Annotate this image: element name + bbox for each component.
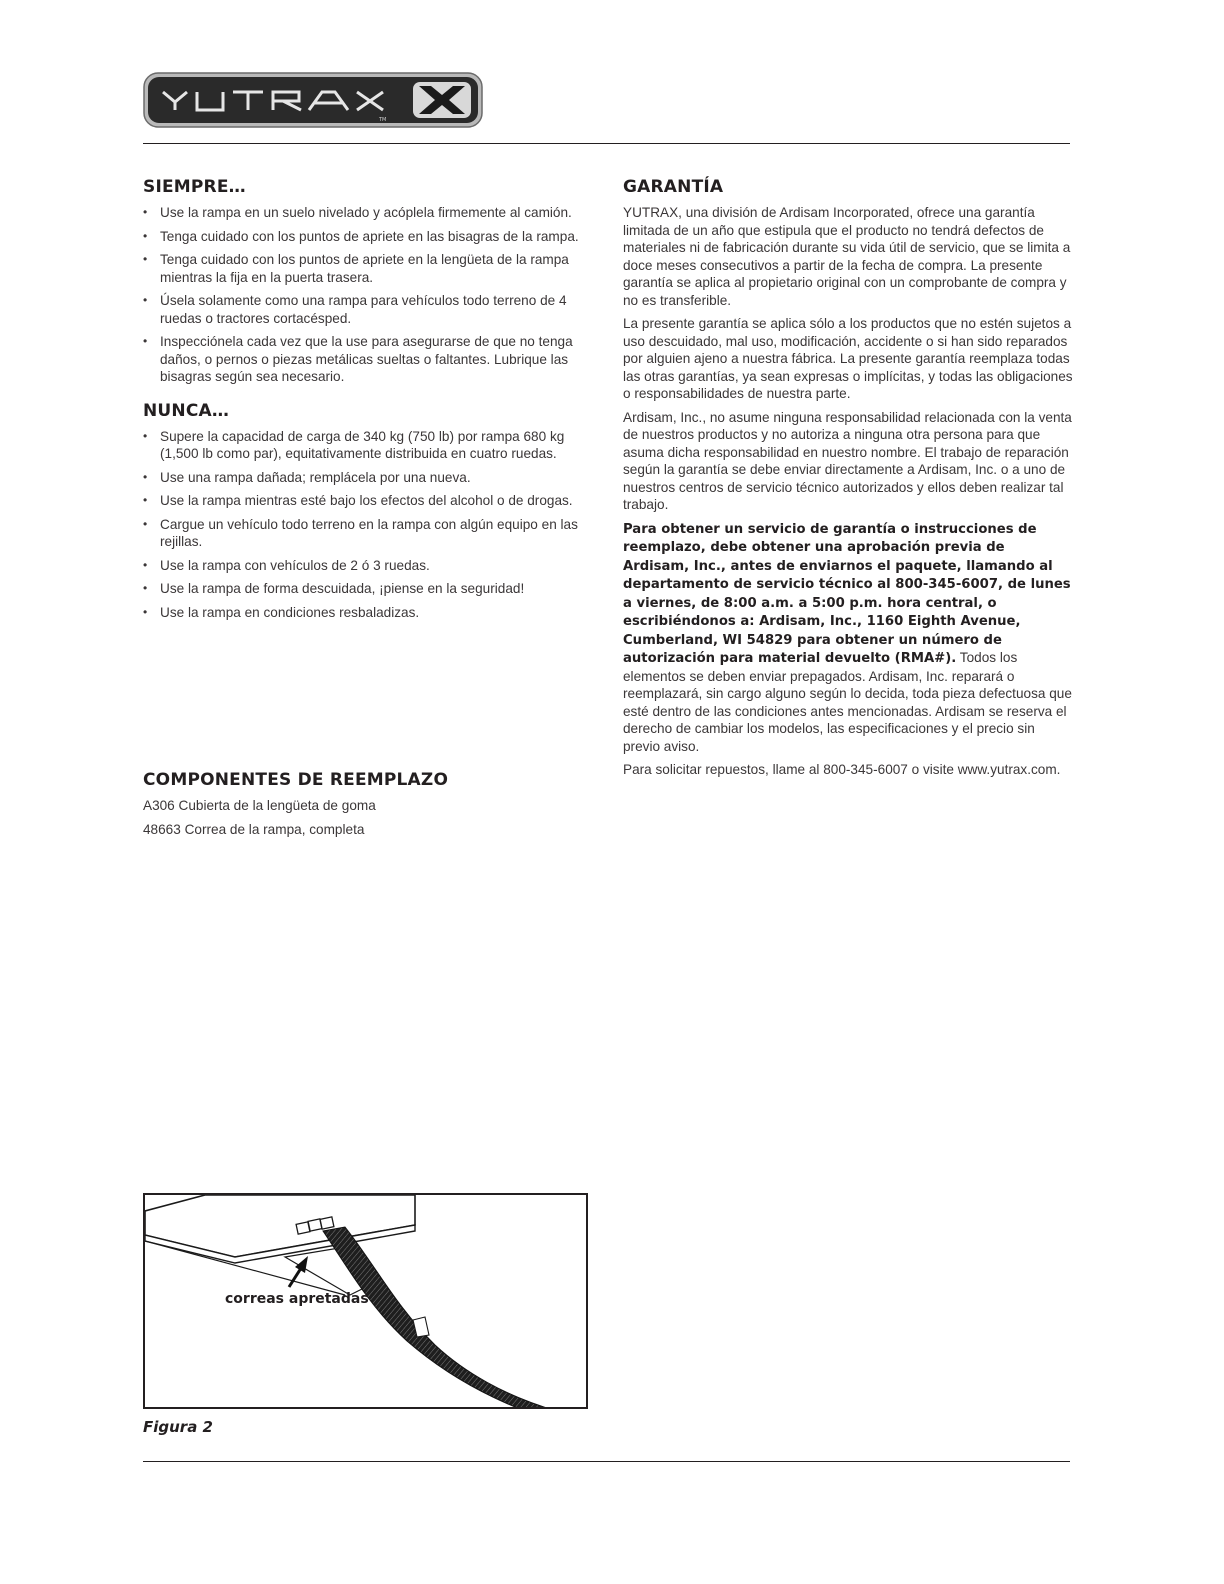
siempre-list — [143, 204, 593, 386]
parts-order-paragraph: Para solicitar repuestos, llame al 800-345-6007 o visite www.yutrax.com. — [623, 762, 1061, 777]
list-item: • Use la rampa mientras esté bajo los efectos del alcohol o de drogas. — [143, 492, 593, 510]
contact-instructions-rest: Todos los elementos se deben enviar prepagados. Ardisam, Inc. reparará o reemplazará, sin cargo alguno según lo decida, toda pieza defectuosa que esté dentro de las condiciones antes mencionadas. Ardisam se reserva el derecho de cambiar los modelos, las especificaciones y el precio sin previo aviso. — [623, 650, 1072, 754]
list-item: • Use la rampa en un suelo nivelado y acóplela firmemente al camión. — [143, 204, 593, 222]
trademark-mark: TM — [379, 117, 387, 123]
bottom-divider — [143, 1461, 1070, 1462]
list-item: • Inspecciónela cada vez que la use para asegurarse de que no tenga daños, o pernos o piezas metálicas sueltas o faltantes. Lubrique las bisagras según sea necesario. — [143, 333, 593, 386]
nunca-heading: NUNCA… — [143, 400, 230, 421]
list-item: • Úsela solamente como una rampa para vehículos todo terreno de 4 ruedas o tractores cortacésped. — [143, 292, 593, 327]
siempre-heading: SIEMPRE… — [143, 177, 246, 197]
garantia-section — [623, 176, 1073, 785]
componentes-heading: COMPONENTES DE REEMPLAZO — [143, 770, 449, 790]
garantia-paragraph: La presente garantía se aplica sólo a los productos que no estén sujetos a uso descuidado, mal uso, modificación, accidente o si han sido reparados por alguien ajeno a nuestra fábrica. La presente garantía reemplaza todas las otras garantías, ya sean expresas o implícitas, y todas las obligaciones o responsabilidades de nuestra parte. — [623, 316, 1073, 401]
nunca-list — [143, 428, 593, 622]
yutrax-logo — [143, 72, 483, 128]
x-emblem-icon — [413, 82, 471, 118]
ramp-strap-drawing — [145, 1195, 586, 1407]
garantia-paragraph: YUTRAX, una división de Ardisam Incorporated, ofrece una garantía limitada de un año que estipula que el producto no tendrá defectos de materiales ni de fabricación durante su vida útil de servicio, que se limita a doce meses consecutivos a partir de la fecha de compra. La presente garantía se aplica al propietario original con un comprobante de compra y no es transferible. — [623, 205, 1071, 308]
list-item: • Cargue un vehículo todo terreno en la rampa con algún equipo en las rejillas. — [143, 516, 593, 551]
list-item: • Supere la capacidad de carga de 340 kg (750 lb) por rampa 680 kg (1,500 lb como par), equitativamente distribuida en cuatro ruedas. — [143, 428, 593, 463]
contact-instructions-bold: Para obtener un servicio de garantía o instrucciones de reemplazo, debe obtener una aprobación previa de Ardisam, Inc., antes de enviarnos el paquete, llamando al departamento de servicio técnico al 800-345-6007, de lunes a viernes, de 8:00 a.m. a 5:00 p.m. hora central, o escribiéndonos a: Ardisam, Inc., 1160 Eighth Avenue, Cumberland, WI 54829 para obtener un número de autorización para material devuelto (RMA#). — [623, 521, 1071, 666]
part-item: 48663 Correa de la rampa, completa — [143, 821, 365, 837]
left-column — [143, 176, 593, 627]
part-item: A306 Cubierta de la lengüeta de goma — [143, 798, 376, 813]
garantia-contact-paragraph — [623, 520, 1073, 756]
garantia-heading: GARANTÍA — [623, 177, 724, 197]
top-divider — [143, 143, 1070, 144]
list-item: • Use la rampa en condiciones resbaladizas. — [143, 604, 593, 622]
figure-caption: Figura 2 — [143, 1418, 213, 1436]
figure-label: correas apretadas — [225, 1291, 369, 1307]
list-item: • Tenga cuidado con los puntos de apriete en las bisagras de la rampa. — [143, 228, 593, 246]
componentes-section — [143, 769, 593, 844]
list-item: • Tenga cuidado con los puntos de apriete en la lengüeta de la rampa mientras la fija en la puerta trasera. — [143, 251, 593, 286]
list-item: • Use una rampa dañada; remplácela por una nueva. — [143, 469, 593, 487]
figure-2-illustration — [143, 1193, 588, 1409]
list-item: • Use la rampa con vehículos de 2 ó 3 ruedas. — [143, 557, 593, 575]
ramp-strap-shape — [323, 1227, 550, 1407]
garantia-paragraph: Ardisam, Inc., no asume ninguna responsabilidad relacionada con la venta de nuestros productos y no autoriza a ninguna otra persona para que asuma dicha responsabilidad en nuestro nombre. El trabajo de reparación según la garantía se debe enviar directamente a Ardisam, Inc. o a uno de nuestros centros de servicio técnico autorizados y ellos deben realizar tal trabajo. — [623, 409, 1072, 512]
list-item: • Use la rampa de forma descuidada, ¡piense en la seguridad! — [143, 580, 593, 598]
